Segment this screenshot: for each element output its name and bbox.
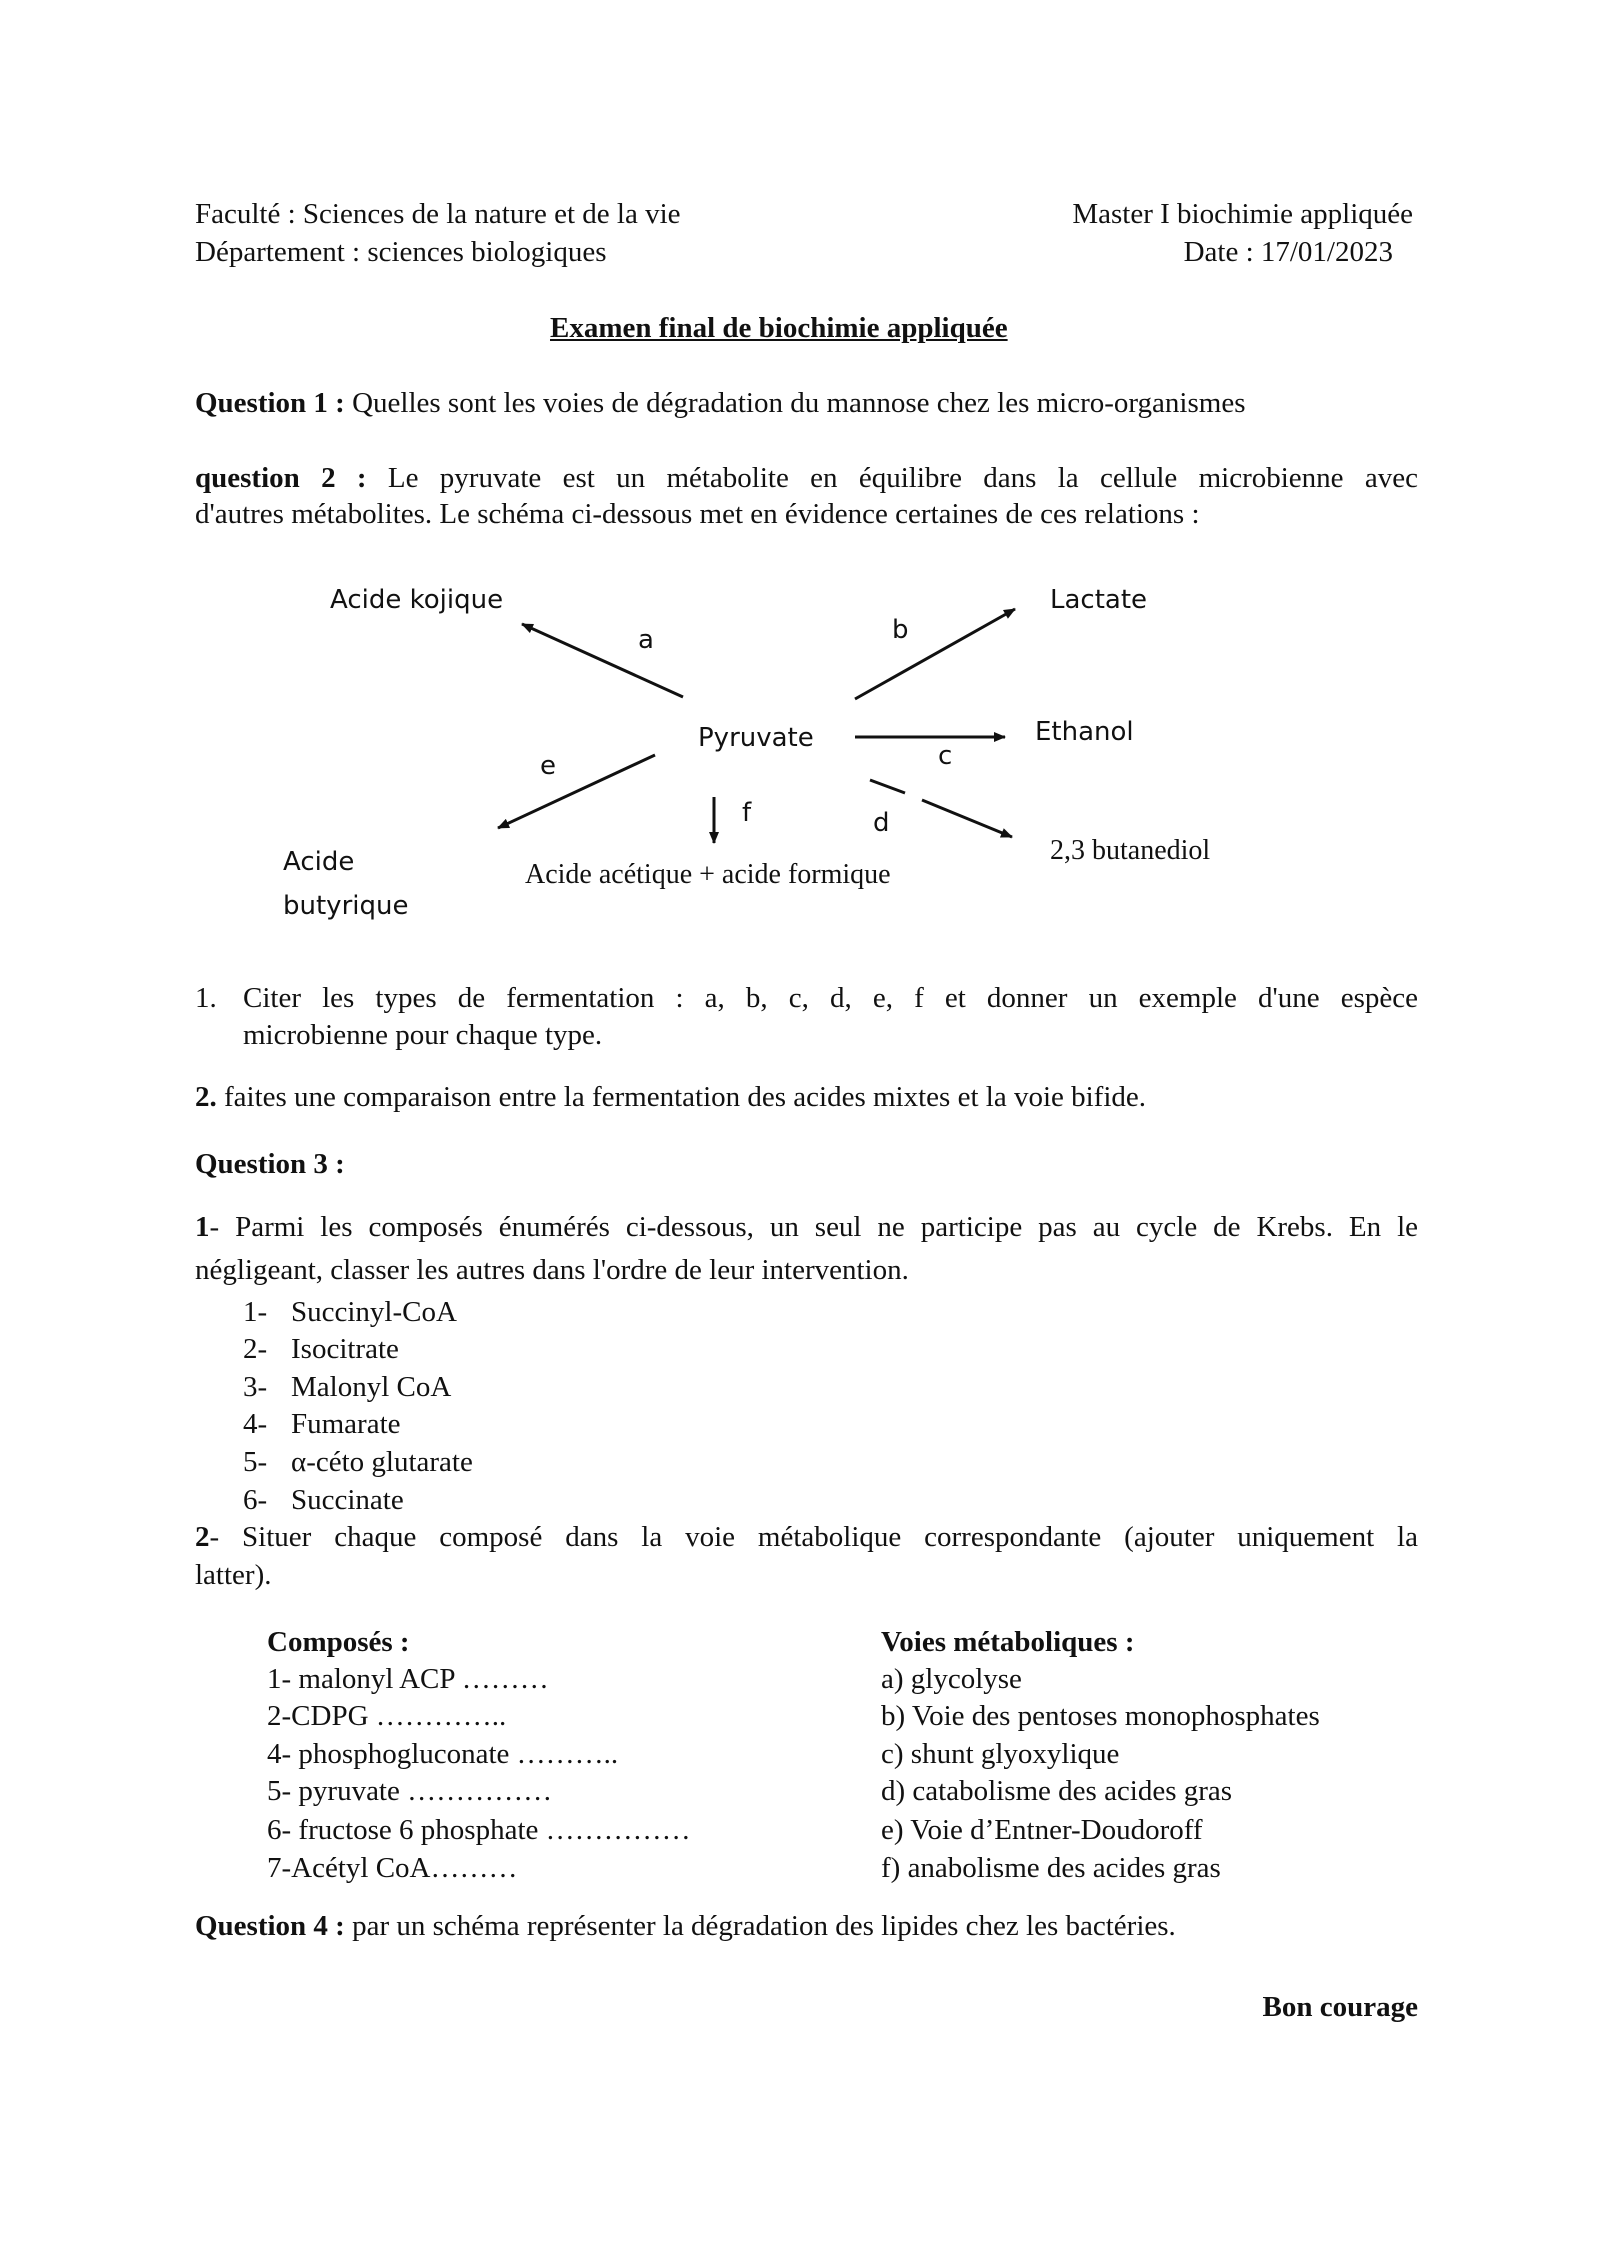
compound-item: 5- pyruvate ……………	[267, 1775, 553, 1807]
arrow-label-a: a	[638, 625, 654, 655]
node-pyruvate: Pyruvate	[698, 723, 814, 753]
q2-item-2-text: faites une comparaison entre la fermentation des acides mixtes et la voie bifide.	[224, 1081, 1147, 1113]
compound-name: Succinyl-CoA	[291, 1296, 457, 1328]
compound-number: 3-	[243, 1371, 268, 1403]
node-acide-butyrique-1: Acide	[283, 847, 355, 877]
arrow-e	[498, 755, 655, 828]
q3-part-1-number: 1	[195, 1211, 210, 1243]
compound-name: Isocitrate	[291, 1333, 399, 1365]
q3-part-2-line-2: latter).	[195, 1559, 272, 1591]
pathway-item: a) glycolyse	[881, 1663, 1022, 1695]
question-2-label: question 2 :	[195, 462, 367, 494]
q2-item-1-number: 1.	[195, 982, 217, 1014]
program-line: Master I biochimie appliquée	[1072, 198, 1413, 230]
pathway-item: f) anabolisme des acides gras	[881, 1852, 1221, 1884]
question-1-label: Question 1 :	[195, 387, 345, 419]
pathway-item: b) Voie des pentoses monophosphates	[881, 1700, 1320, 1732]
q3-part-1-text: - Parmi les composés énumérés ci-dessous, un seul ne participe pas au cycle de Krebs. En le	[209, 1211, 1418, 1243]
arrow-label-b: b	[892, 615, 909, 645]
question-4	[195, 1908, 1176, 1944]
node-lactate: Lactate	[1050, 585, 1148, 615]
q2-item-1-line-2: microbienne pour chaque type.	[243, 1019, 603, 1051]
compound-name: Succinate	[291, 1484, 404, 1516]
compound-name: Malonyl CoA	[291, 1371, 452, 1403]
question-1-text: Quelles sont les voies de dégradation du mannose chez les micro-organismes	[352, 387, 1246, 419]
pathways-column-header: Voies métaboliques :	[881, 1626, 1135, 1658]
arrow-a	[522, 624, 683, 697]
exam-title: Examen final de biochimie appliquée	[550, 312, 1008, 344]
date-line: Date : 17/01/2023	[1183, 236, 1393, 268]
question-3-label: Question 3 :	[195, 1148, 345, 1180]
compound-number: 5-	[243, 1446, 268, 1478]
pathway-item: d) catabolisme des acides gras	[881, 1775, 1233, 1807]
pathway-item: c) shunt glyoxylique	[881, 1738, 1120, 1770]
compound-number: 1-	[243, 1296, 268, 1328]
node-butanediol: 2,3 butanediol	[1050, 835, 1211, 866]
faculty-line: Faculté : Sciences de la nature et de la vie	[195, 198, 681, 230]
compound-item: 7-Acétyl CoA………	[267, 1852, 518, 1884]
pathway-item: e) Voie d’Entner-Doudoroff	[881, 1814, 1203, 1846]
arrow-d	[922, 800, 1012, 837]
compound-item: 1- malonyl ACP ………	[267, 1663, 549, 1695]
question-4-label: Question 4 :	[195, 1910, 345, 1942]
node-acide-kojique: Acide kojique	[330, 585, 504, 615]
q2-item-2-number: 2.	[195, 1081, 217, 1113]
compound-name: α-céto glutarate	[291, 1446, 473, 1478]
compound-item: 4- phosphogluconate ………..	[267, 1738, 619, 1770]
compound-number: 6-	[243, 1484, 268, 1516]
q2-item-1-line-1: Citer les types de fermentation : a, b, c, d, e, f et donner un exemple d'une espèce	[243, 982, 1418, 1014]
arrow-label-d: d	[873, 808, 890, 838]
arrow-label-c: c	[938, 741, 953, 771]
node-acide-butyrique-2: butyrique	[283, 891, 409, 921]
arrow-b	[855, 609, 1015, 699]
q3-part-1-line-2: négligeant, classer les autres dans l'ordre de leur intervention.	[195, 1254, 909, 1286]
compound-item: 6- fructose 6 phosphate ……………	[267, 1814, 691, 1846]
compound-name: Fumarate	[291, 1408, 401, 1440]
compound-item: 2-CDPG …………..	[267, 1700, 507, 1732]
closing-text: Bon courage	[1262, 1991, 1418, 2023]
q3-part-2-line-1	[195, 1519, 1418, 1555]
arrow-label-e: e	[540, 751, 556, 781]
node-ethanol: Ethanol	[1035, 717, 1134, 747]
department-line: Département : sciences biologiques	[195, 236, 607, 268]
question-2-text-1: Le pyruvate est un métabolite en équilibre dans la cellule microbienne avec	[387, 462, 1418, 494]
compound-number: 2-	[243, 1333, 268, 1365]
q2-item-2	[195, 1079, 1146, 1115]
node-acetique-formique: Acide acétique + acide formique	[525, 859, 891, 890]
q3-part-1-line-1	[195, 1209, 1418, 1245]
question-4-text: par un schéma représenter la dégradation des lipides chez les bactéries.	[352, 1910, 1176, 1942]
compound-number: 4-	[243, 1408, 268, 1440]
question-2-line-2: d'autres métabolites. Le schéma ci-dessous met en évidence certaines de ces relations :	[195, 498, 1200, 530]
compounds-column-header: Composés :	[267, 1626, 410, 1658]
arrow-d-tick	[870, 780, 905, 793]
q3-part-2-text: - Situer chaque composé dans la voie métabolique correspondante (ajouter uniquement la	[209, 1521, 1418, 1553]
q3-part-2-number: 2	[195, 1521, 210, 1553]
arrow-label-f: f	[742, 798, 752, 828]
